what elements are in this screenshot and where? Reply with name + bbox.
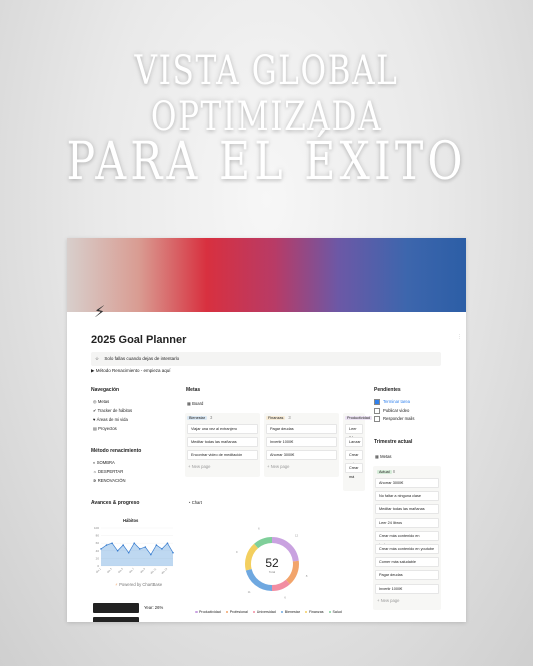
board-card[interactable]: Leer bbox=[345, 424, 363, 434]
column-count: 3 bbox=[288, 415, 291, 420]
legend-swatch bbox=[305, 611, 308, 614]
donut-total: 52 bbox=[265, 556, 279, 570]
year-progress-label: Year: 26% bbox=[144, 605, 164, 610]
legend-swatch bbox=[195, 611, 198, 614]
new-page-button[interactable]: + New page bbox=[267, 464, 290, 469]
todo-label: Publicar video bbox=[383, 407, 410, 413]
trimestre-card[interactable]: Crear más contenido en youtube bbox=[375, 544, 439, 554]
donut-slice bbox=[248, 546, 256, 570]
slice-label: 12 bbox=[294, 533, 299, 538]
area-fill bbox=[101, 543, 173, 566]
legend-label: Finanzas bbox=[308, 610, 324, 614]
y-tick-label: 80 bbox=[95, 533, 99, 538]
new-page-button[interactable]: + New page bbox=[188, 464, 211, 469]
trimestre-card[interactable]: Ahorrar 3000€ bbox=[375, 478, 439, 488]
data-point bbox=[106, 544, 108, 546]
nav-heading: Navegación bbox=[91, 387, 120, 393]
data-point bbox=[100, 548, 102, 550]
metodo-item-despertar[interactable]: ☼ DESPERTAR bbox=[93, 469, 124, 474]
trimestre-view-label: Metas bbox=[380, 454, 392, 459]
donut-subtitle: Total bbox=[268, 570, 276, 574]
star-icon: ☆ bbox=[95, 356, 100, 361]
legend-swatch bbox=[253, 611, 256, 614]
legend-item bbox=[305, 610, 324, 614]
column-badge: Bienestar bbox=[189, 416, 206, 420]
board-card[interactable]: Lanzar bbox=[345, 437, 363, 447]
board-card[interactable]: Meditar todas las mañanas bbox=[187, 437, 258, 447]
metodo-item-renovacion[interactable]: ✲ RENOVACIÓN bbox=[93, 478, 126, 483]
column-badge: Finanzas bbox=[268, 416, 284, 420]
legend-swatch bbox=[226, 611, 229, 614]
todo-item[interactable] bbox=[374, 399, 410, 405]
y-tick-label: 0 bbox=[97, 564, 99, 568]
board-card[interactable]: Encontrar video de meditación bbox=[187, 450, 258, 460]
board-column-header bbox=[187, 415, 212, 420]
trimestre-card[interactable]: Crear más contenido en bbox=[375, 531, 439, 541]
board-card[interactable]: Crear má bbox=[345, 463, 363, 473]
metas-heading: Metas bbox=[186, 387, 201, 393]
quote-callout bbox=[91, 352, 441, 366]
metodo-item-sombra[interactable]: ◐ SOMBRA bbox=[93, 460, 115, 465]
board-label: Board bbox=[192, 401, 204, 406]
todo-label: Responder mails bbox=[383, 416, 415, 422]
legend-item bbox=[253, 610, 276, 614]
x-tick-label: día 3 bbox=[106, 567, 113, 574]
legend-label: Profesional bbox=[229, 610, 248, 614]
x-tick-label: día 5 bbox=[117, 567, 124, 574]
data-point bbox=[111, 542, 113, 544]
donut-slice bbox=[256, 540, 272, 546]
metodo-item-label: DESPERTAR bbox=[98, 469, 124, 474]
legend-item bbox=[281, 610, 300, 614]
board-card[interactable]: Crear bbox=[345, 450, 363, 460]
legend-label: Productividad bbox=[199, 610, 221, 614]
nav-item-areas[interactable]: ♥ Áreas de mi vida bbox=[93, 417, 128, 422]
y-tick-label: 60 bbox=[95, 541, 99, 546]
nav-item-proyectos[interactable]: ▤ Proyectos bbox=[93, 426, 117, 431]
goals-donut-chart bbox=[207, 518, 337, 614]
nav-item-label: Tracker de hábitos bbox=[97, 408, 133, 413]
trimestre-view-tab[interactable]: ▦ Metas bbox=[375, 454, 392, 459]
chart-view-tab[interactable]: ◔ Chart bbox=[188, 500, 202, 505]
legend-item bbox=[226, 610, 248, 614]
y-tick-label: 40 bbox=[95, 548, 99, 553]
donut-slice bbox=[272, 582, 288, 588]
powered-label: Powered by ChartBase bbox=[119, 582, 163, 587]
column-count: 3 bbox=[210, 415, 213, 420]
data-point bbox=[139, 548, 141, 550]
slice-label: 9 bbox=[235, 549, 238, 554]
board-view-tab[interactable]: ▦ Board bbox=[187, 401, 204, 406]
group-count: 8 bbox=[392, 469, 396, 474]
group-badge: Actual bbox=[379, 470, 390, 474]
data-point bbox=[172, 552, 174, 554]
data-point bbox=[128, 552, 130, 554]
slice-label: 11 bbox=[247, 590, 251, 595]
avances-heading: Avances & progreso bbox=[91, 500, 140, 506]
notion-screenshot bbox=[67, 238, 466, 622]
data-point bbox=[133, 542, 135, 544]
trimestre-card[interactable]: Pagar deudas bbox=[375, 570, 439, 580]
y-tick-label: 100 bbox=[93, 526, 99, 530]
toggle-metodo[interactable] bbox=[91, 368, 171, 374]
toggle-label: Método Renacimiento - empieza aquí bbox=[95, 368, 171, 373]
metodo-item-label: SOMBRA bbox=[96, 460, 115, 465]
cover-gradient bbox=[67, 238, 466, 312]
board-column-header bbox=[266, 415, 291, 420]
quote-text: Solo fallas cuando dejas de intentarlo bbox=[104, 356, 180, 361]
legend-item bbox=[329, 610, 342, 614]
hero-subtitle: PARA EL ÉXITO bbox=[66, 132, 467, 192]
metodo-item-label: RENOVACIÓN bbox=[97, 478, 126, 483]
trimestre-card[interactable]: Meditar todas las mañanas bbox=[375, 504, 439, 514]
scroll-indicator: ⋮ bbox=[457, 334, 462, 340]
column-badge: Productividad bbox=[347, 416, 371, 420]
year-progress-bar bbox=[93, 603, 139, 613]
x-tick-label: día 7 bbox=[128, 567, 135, 574]
trimestre-card[interactable]: Comer más saludable bbox=[375, 557, 439, 567]
data-point bbox=[122, 544, 124, 546]
checked-checkbox[interactable] bbox=[374, 399, 380, 405]
data-point bbox=[156, 544, 158, 546]
trimestre-card[interactable]: Invertir 1000€ bbox=[375, 584, 439, 594]
nav-item-label: Proyectos bbox=[98, 426, 117, 431]
powered-by bbox=[115, 582, 162, 587]
todo-item[interactable] bbox=[374, 408, 409, 414]
nav-item-metas[interactable]: ◎ Metas bbox=[93, 399, 110, 404]
legend-label: Bienestar bbox=[284, 610, 300, 614]
board-card[interactable]: Ahorrar 3000€ bbox=[266, 450, 337, 460]
chart-tab-label: Chart bbox=[191, 500, 202, 505]
bolt-icon: ⚡︎ bbox=[115, 582, 118, 587]
board-card[interactable]: Viajar una vez al extranjero bbox=[187, 424, 258, 434]
slice-label: 8 bbox=[305, 574, 308, 579]
donut-legend bbox=[195, 610, 365, 614]
board-column-header bbox=[345, 415, 372, 420]
triangle-right-icon: ▶ bbox=[91, 368, 95, 373]
nav-item-tracker[interactable]: ✔ Tracker de hábitos bbox=[93, 408, 133, 413]
legend-swatch bbox=[281, 611, 284, 614]
todo-item[interactable] bbox=[374, 416, 414, 422]
y-tick-label: 20 bbox=[95, 556, 99, 561]
data-point bbox=[150, 554, 152, 556]
legend-label: Universidad bbox=[256, 610, 276, 614]
data-point bbox=[167, 542, 169, 544]
pendientes-heading: Pendientes bbox=[374, 387, 401, 393]
trimestre-heading: Trimestre actual bbox=[374, 439, 413, 445]
nav-item-label: Metas bbox=[97, 399, 110, 404]
data-point bbox=[117, 550, 119, 552]
x-tick-label: día 11 bbox=[149, 567, 158, 575]
habits-area-chart bbox=[89, 526, 179, 582]
x-tick-label: día 9 bbox=[139, 567, 147, 574]
x-tick-label: día 1 bbox=[95, 567, 102, 574]
slice-label: 6 bbox=[284, 595, 286, 600]
page-title: 2025 Goal Planner bbox=[91, 334, 187, 346]
board-card[interactable]: Invertir 1000€ bbox=[266, 437, 337, 447]
trimestre-new-page[interactable]: + New page bbox=[377, 597, 400, 603]
board-card[interactable]: Pagar deudas bbox=[266, 424, 337, 434]
slice-label: 6 bbox=[258, 526, 260, 531]
legend-item bbox=[195, 610, 221, 614]
donut-slice bbox=[288, 561, 296, 582]
trimestre-group-header bbox=[377, 469, 395, 474]
legend-label: Salud bbox=[332, 610, 342, 614]
checkbox[interactable] bbox=[374, 408, 380, 414]
x-tick-label: día 13 bbox=[160, 567, 169, 575]
chart-title-habitos: Hábitos bbox=[123, 518, 139, 523]
todo-label: Terminar tarea bbox=[383, 399, 410, 405]
metodo-heading: Método renacimiento bbox=[91, 448, 142, 454]
checkbox[interactable] bbox=[374, 416, 380, 422]
hero-title: VISTA GLOBAL OPTIMIZADA bbox=[134, 48, 399, 140]
data-point bbox=[145, 546, 147, 548]
lightning-icon: ⚡︎ bbox=[94, 304, 106, 321]
legend-swatch bbox=[329, 611, 332, 614]
trimestre-card[interactable]: Leer 24 libros bbox=[375, 518, 439, 528]
nav-item-label: Áreas de mi vida bbox=[96, 417, 128, 422]
data-point bbox=[161, 548, 163, 550]
second-progress-bar bbox=[93, 617, 139, 622]
trimestre-card[interactable]: No faltar a ninguna clase bbox=[375, 491, 439, 501]
